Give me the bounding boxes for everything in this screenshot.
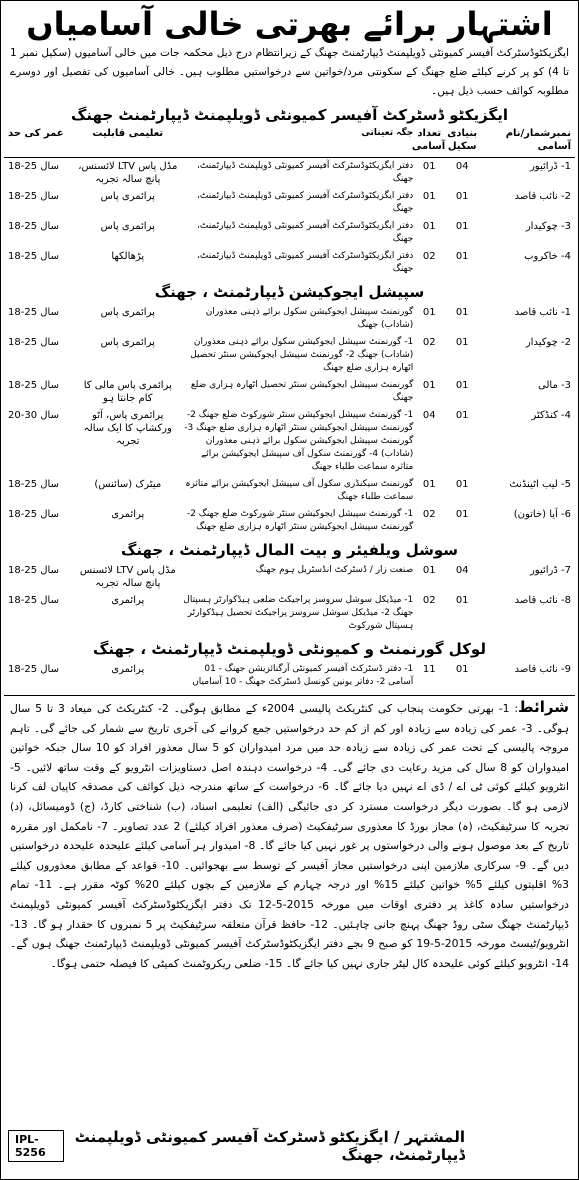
cell-count: 01 bbox=[422, 191, 436, 202]
cell-scale: 04 bbox=[455, 565, 469, 576]
table-row bbox=[4, 188, 575, 218]
cell-age: 18-25 سال bbox=[8, 509, 59, 520]
cell-place: 1- میڈیکل سوشل سروسز پراجیکٹ ضلعی ہیڈکوارٹر ہسپتال جھنگ 2- میڈیکل سوشل سروسز پراجیکٹ تحصیل ہیڈکوارٹر ہسپتال شورکوٹ bbox=[183, 595, 414, 631]
cell-post: 6- آیا (خاتون) bbox=[513, 509, 571, 520]
cell-qual: پرائمری پاس، آٹو ورکشاپ کا ایک سالہ تجربہ bbox=[83, 410, 172, 447]
terms-text: 1- بھرتی حکومت پنجاب کی کنٹریکٹ پالیسی 2004ء کے مطابق ہوگی۔ 2- کنٹریکٹ کی میعاد 3 تا 5 سال ہوگی۔ 3- عمر کی زیادہ سے زیادہ اور کم از کم حد درخواستیں جمع کروانے کی آخری تاریخ سے شمار کی جائے گی۔ تاہم مروجہ پالیسی کے تحت عمر کی زیادہ سے زیادہ حد میں مرد امیدواران کو 5 سال معذور افراد کو 10 سال جبکہ خواتین امیدواران کو 8 سال کی مزید رعایت دی جائے گی۔ 4- درخواست دہندہ اصل دستاویزات انٹرویو کے وقت ساتھ لائیں۔ 5- انٹرویو کیلئے کوئی ٹی اے / ڈی اے نہیں دیا جائے گا۔ 6- درخواست کے ساتھ مندرجہ ذیل کوائف کی مصدقہ کاپیاں لف کرنا لازمی ہو گا۔ بصورت دیگر درخواست مسترد کر دی جائیگی (الف) تعلیمی اسناد، (ب) شناختی کارڈ، (ج) ڈومیسائل، (د) تجربہ کا سرٹیفکیٹ، (ہ) مجاز بورڈ کا معذوری سرٹیفکیٹ (صرف معذور افراد کیلئے) 2 عدد تصاویر۔ 7- نامکمل اور مقررہ تاریخ کے بعد موصول ہونے والی درخواستوں پر غور نہیں کیا جائے گا۔ 8- امیدوار ہر آسامی کیلئے علیحدہ علیحدہ درخواستیں دیں گے۔ 9- سرکاری ملازمین اپنی درخواستیں مجاز آفیسر کے توسط سے بھجوائیں۔ 10- قواعد کے مطابق معذوروں کیلئے 3% اقلیتوں کیلئے 5% خواتین کیلئے 15% اور درجہ چہارم کے ملازمین کے بچوں کیلئے 20% کوٹہ مقرر ہے۔ 11- تمام درخواستیں سادہ کاغذ پر دفتری اوقات میں مورخہ 2015-5-12 تک دفتر ایگزیکٹوڈسٹرکٹ آفیسر کمیونٹی ڈویلپمنٹ ڈیپارٹمنٹ جھنگ سٹی روڈ جھنگ پہنچ جانی چاہئیں۔ 12- حافظ قرآن متعلقہ سرٹیفکیٹ پر 5 نمبروں کا حقدار ہو گا۔ 13- انٹرویو/ٹیسٹ مورخہ 2015-5-19 کو صبح 9 بجے دفتر ایگزیکٹوڈسٹرکٹ آفیسر کمیونٹی ڈویلپمنٹ ڈیپارٹمنٹ جھنگ ہوں گے۔ 14- انٹرویو کیلئے کوئی علیحدہ کال لیٹر جاری نہیں کیا جائے گا۔ 15- ضلعی ریکروٹمنٹ کمیٹی کا فیصلہ حتمی ہوگا۔ bbox=[10, 702, 570, 970]
header-place: جگہ تعیناتی bbox=[361, 128, 414, 138]
cell-scale: 01 bbox=[455, 595, 469, 606]
cell-age: 18-25 سال bbox=[8, 251, 59, 262]
cell-place: دفتر ایگزیکٹوڈسٹرکٹ آفیسر کمیونٹی ڈویلپمنٹ ڈیپارٹمنٹ، جھنگ bbox=[196, 191, 414, 214]
cell-post: 3- چوکیدار bbox=[525, 221, 571, 232]
cell-count: 01 bbox=[422, 565, 436, 576]
cell-post: 9- نائب قاصد bbox=[514, 664, 571, 675]
footer bbox=[4, 1130, 575, 1162]
cell-count: 01 bbox=[422, 479, 436, 490]
cell-qual: پرائمری bbox=[111, 595, 145, 606]
cell-place: صنعت زار / ڈسٹرکٹ انڈسٹریل ہوم جھنگ bbox=[255, 565, 414, 575]
cell-age: 18-25 سال bbox=[8, 337, 59, 348]
cell-scale: 01 bbox=[455, 509, 469, 520]
cell-place: 1- گورنمنٹ سپیشل ایجوکیشن سنٹر شورکوٹ ضلع جھنگ 2- گورنمنٹ سپیشل ایجوکیشن سنٹر اٹھارہ ہزاری ضلع جھنگ 3- گورنمنٹ سپیشل ایجوکیشن سکول برائے ذہنی معذوران (شاداب) 4- گورنمنٹ سکول آف سپیشل ایجوکیشن برائے متاثرہ سماعت طلباء جھنگ bbox=[184, 410, 414, 472]
cell-scale: 04 bbox=[455, 161, 469, 172]
cell-qual: مڈل پاس LTV لائسنس پانچ سالہ تجربہ bbox=[79, 565, 176, 589]
cell-age: 18-25 سال bbox=[8, 595, 59, 606]
cell-qual: پرائمری پاس bbox=[100, 221, 155, 232]
cell-qual: پرائمری پاس bbox=[100, 337, 155, 348]
cell-place: دفتر ایگزیکٹوڈسٹرکٹ آفیسر کمیونٹی ڈویلپمنٹ ڈیپارٹمنٹ، جھنگ bbox=[196, 161, 414, 184]
table-row bbox=[4, 158, 575, 188]
header-age: عمر کی حد bbox=[7, 128, 64, 139]
table-row bbox=[4, 218, 575, 248]
cell-post: 4- خاکروب bbox=[524, 251, 571, 262]
cell-qual: پرائمری bbox=[111, 509, 145, 520]
cell-age: 18-25 سال bbox=[8, 664, 59, 675]
cell-age: 18-25 سال bbox=[8, 565, 59, 576]
cell-scale: 01 bbox=[455, 664, 469, 675]
cell-age: 18-25 سال bbox=[8, 307, 59, 318]
cell-scale: 01 bbox=[455, 191, 469, 202]
advertiser: المشتہر / ایگزیکٹو ڈسٹرکٹ آفیسر کمیونٹی ڈویلپمنٹ ڈیپارٹمنٹ، جھنگ bbox=[74, 1128, 465, 1164]
cell-qual: پڑھالکھا bbox=[111, 251, 145, 262]
cell-count: 01 bbox=[422, 221, 436, 232]
header-qual: تعلیمی قابلیت bbox=[92, 128, 164, 139]
section-title: سوشل ویلفیئر و بیت المال ڈیپارٹمنٹ ، جھنگ bbox=[120, 541, 459, 559]
terms-block: شرائط: 1- بھرتی حکومت پنجاب کی کنٹریکٹ پالیسی 2004ء کے مطابق ہوگی۔ 2- کنٹریکٹ کی میعاد 3 تا 5 سال ہوگی۔ 3- عمر کی زیادہ سے زیادہ اور کم از کم حد درخواستیں جمع کروانے کی آخری تاریخ سے شمار کی جائے گی۔ تاہم مروجہ پالیسی کے تحت عمر کی زیادہ سے زیادہ حد میں مرد امیدواران کو 5 سال معذور افراد کو 10 سال جبکہ خواتین امیدواران کو 8 سال کی مزید رعایت دی جائے گی۔ 4- درخواست دہندہ اصل دستاویزات انٹرویو کے وقت ساتھ لائیں۔ 5- انٹرویو کیلئے کوئی ٹی اے / ڈی اے نہیں دیا جائے گا۔ 6- درخواست کے ساتھ مندرجہ ذیل کوائف کی مصدقہ کاپیاں لف کرنا لازمی ہو گا۔ بصورت دیگر درخواست مسترد کر دی جائیگی (الف) تعلیمی اسناد، (ب) شناختی کارڈ، (ج) ڈومیسائل، (د) تجربہ کا سرٹیفکیٹ، (ہ) مجاز بورڈ کا معذوری سرٹیفکیٹ (صرف معذور افراد کیلئے) 2 عدد تصاویر۔ 7- نامکمل اور مقررہ تاریخ کے بعد موصول ہونے والی درخواستوں پر غور نہیں کیا جائے گا۔ 8- امیدوار ہر آسامی کیلئے علیحدہ علیحدہ درخواستیں دیں گے۔ 9- سرکاری ملازمین اپنی درخواستیں مجاز آفیسر کے توسط سے بھجوائیں۔ 10- قواعد کے مطابق معذوروں کیلئے 3% اقلیتوں کیلئے 5% خواتین کیلئے 15% اور درجہ چہارم کے ملازمین کے بچوں کیلئے 20% کوٹہ مقرر ہے۔ 11- تمام درخواستیں سادہ کاغذ پر دفتری اوقات میں مورخہ 2015-5-12 تک دفتر ایگزیکٹوڈسٹرکٹ آفیسر کمیونٹی ڈویلپمنٹ ڈیپارٹمنٹ جھنگ سٹی روڈ جھنگ پہنچ جانی چاہئیں۔ 12- حافظ قرآن متعلقہ سرٹیفکیٹ پر 5 نمبروں کا حقدار ہو گا۔ 13- انٹرویو/ٹیسٹ مورخہ 2015-5-19 کو صبح 9 بجے دفتر ایگزیکٹوڈسٹرکٹ آفیسر کمیونٹی ڈویلپمنٹ ڈیپارٹمنٹ جھنگ ہوں گے۔ 14- انٹرویو کیلئے کوئی علیحدہ کال لیٹر جاری نہیں کیا جائے گا۔ 15- ضلعی ریکروٹمنٹ کمیٹی کا فیصلہ حتمی ہوگا۔ bbox=[4, 695, 575, 973]
cell-post: 2- نائب قاصد bbox=[514, 191, 571, 202]
table-row bbox=[4, 248, 575, 278]
cell-place: 1- گورنمنٹ سپیشل ایجوکیشن سنٹر شورکوٹ ضلع جھنگ 2- گورنمنٹ سپیشل ایجوکیشن سنٹر اٹھارہ ہزاری ضلع جھنگ bbox=[186, 509, 414, 532]
cell-qual: پرائمری پاس مالی کا کام جانتا ہو bbox=[83, 380, 172, 404]
ad-title: اشتہار برائے بھرتی خالی آسامیاں bbox=[26, 5, 553, 43]
reference-number: IPL-5256 bbox=[8, 1130, 64, 1162]
cell-scale: 01 bbox=[455, 337, 469, 348]
cell-count: 02 bbox=[422, 251, 436, 262]
cell-age: 18-25 سال bbox=[8, 479, 59, 490]
table-row bbox=[4, 661, 575, 691]
cell-count: 01 bbox=[422, 380, 436, 391]
cell-count: 11 bbox=[422, 664, 436, 675]
cell-post: 1- ڈرائیور bbox=[529, 161, 571, 172]
header-post: نمبرشمار/نام آسامی bbox=[505, 128, 571, 152]
vacancy-sections bbox=[4, 104, 575, 691]
cell-scale: 01 bbox=[455, 380, 469, 391]
cell-age: 18-25 سال bbox=[8, 221, 59, 232]
cell-place: 1- گورنمنٹ سپیشل ایجوکیشن سکول برائے ذہنی معذوران (شاداب) جھنگ 2- گورنمنٹ سپیشل ایجوکیشن سنٹر تحصیل اٹھارہ ہزاری ضلع جھنگ bbox=[190, 337, 414, 373]
cell-place: دفتر ایگزیکٹوڈسٹرکٹ آفیسر کمیونٹی ڈویلپمنٹ ڈیپارٹمنٹ، جھنگ bbox=[196, 221, 414, 244]
cell-post: 8- نائب قاصد bbox=[514, 595, 571, 606]
cell-qual: مڈل پاس LTV لائسنس، پانچ سالہ تجربہ bbox=[78, 161, 178, 185]
table-header bbox=[4, 127, 575, 158]
cell-qual: میٹرک (سائنس) bbox=[94, 479, 162, 490]
cell-post: 1- نائب قاصد bbox=[514, 307, 571, 318]
section-title: سپیشل ایجوکیشن ڈیپارٹمنٹ ، جھنگ bbox=[154, 283, 425, 301]
table-row bbox=[4, 334, 575, 377]
cell-age: 18-25 سال bbox=[8, 191, 59, 202]
table-row bbox=[4, 562, 575, 592]
cell-count: 02 bbox=[422, 337, 436, 348]
cell-post: 3- مالی bbox=[538, 380, 571, 391]
cell-qual: پرائمری bbox=[111, 664, 145, 675]
cell-scale: 01 bbox=[455, 251, 469, 262]
intro-paragraph: ایگزیکٹوڈسٹرکٹ آفیسر کمیونٹی ڈویلپمنٹ ڈیپارٹمنٹ جھنگ کے زیرانتظام درج ذیل محکمہ جات میں خالی آسامیوں (سکیل نمبر 1 تا 4) کو پر کرنے کیلئے ضلع جھنگ کے سکونتی مرد/خواتین سے درخواستیں مطلوب ہیں۔ خالی آسامیوں کی تفصیل اور دوسرے مطلوبہ کوائف حسب ذیل ہیں۔ bbox=[10, 47, 569, 97]
table-row bbox=[4, 506, 575, 536]
cell-scale: 01 bbox=[455, 410, 469, 421]
cell-scale: 01 bbox=[455, 307, 469, 318]
section-title: ایگزیکٹو ڈسٹرکٹ آفیسر کمیونٹی ڈویلپمنٹ ڈیپارٹمنٹ جھنگ bbox=[71, 106, 508, 124]
cell-place: گورنمنٹ سپیشل ایجوکیشن سکول برائے ذہنی معذوران (شاداب) جھنگ bbox=[205, 307, 414, 330]
table-row bbox=[4, 592, 575, 635]
table-row bbox=[4, 304, 575, 334]
cell-place: دفتر ایگزیکٹوڈسٹرکٹ آفیسر کمیونٹی ڈویلپمنٹ ڈیپارٹمنٹ، جھنگ bbox=[196, 251, 414, 274]
cell-count: 01 bbox=[422, 161, 436, 172]
cell-qual: پرائمری پاس bbox=[100, 307, 155, 318]
table-row bbox=[4, 476, 575, 506]
cell-count: 02 bbox=[422, 595, 436, 606]
header-count: تعداد آسامی bbox=[411, 128, 446, 152]
cell-qual: پرائمری پاس bbox=[100, 191, 155, 202]
advertisement-page bbox=[4, 4, 575, 1176]
cell-place: گورنمنٹ سیکنڈری سکول آف سپیشل ایجوکیشن برائے متاثرہ سماعت طلباء جھنگ bbox=[185, 479, 414, 502]
cell-age: 18-25 سال bbox=[8, 161, 59, 172]
cell-age: 20-30 سال bbox=[8, 410, 59, 421]
cell-count: 01 bbox=[422, 307, 436, 318]
cell-count: 04 bbox=[422, 410, 436, 421]
table-row bbox=[4, 377, 575, 407]
section-title: لوکل گورنمنٹ و کمیونٹی ڈویلپمنٹ ڈیپارٹمنٹ ، جھنگ bbox=[93, 640, 486, 658]
cell-scale: 01 bbox=[455, 479, 469, 490]
cell-age: 18-25 سال bbox=[8, 380, 59, 391]
cell-place: 1- دفتر ڈسٹرکٹ آفیسر کمیونٹی آرگنائزیشن جھنگ - 01 آسامی 2- دفاتر یونین کونسل ڈسٹرکٹ جھنگ - 10 آسامیاں bbox=[192, 664, 414, 687]
cell-post: 7- ڈرائیور bbox=[529, 565, 571, 576]
cell-scale: 01 bbox=[455, 221, 469, 232]
cell-post: 5- لیب اٹینڈنٹ bbox=[509, 479, 571, 490]
table-row bbox=[4, 407, 575, 476]
header-scale: بنیادی سکیل bbox=[447, 128, 478, 152]
cell-place: گورنمنٹ سپیشل ایجوکیشن سنٹر تحصیل اٹھارہ ہزاری ضلع جھنگ bbox=[190, 380, 414, 403]
terms-label: شرائط bbox=[518, 698, 569, 716]
cell-post: 2- چوکیدار bbox=[525, 337, 571, 348]
cell-count: 02 bbox=[422, 509, 436, 520]
cell-post: 4- کنڈکٹر bbox=[531, 410, 571, 421]
